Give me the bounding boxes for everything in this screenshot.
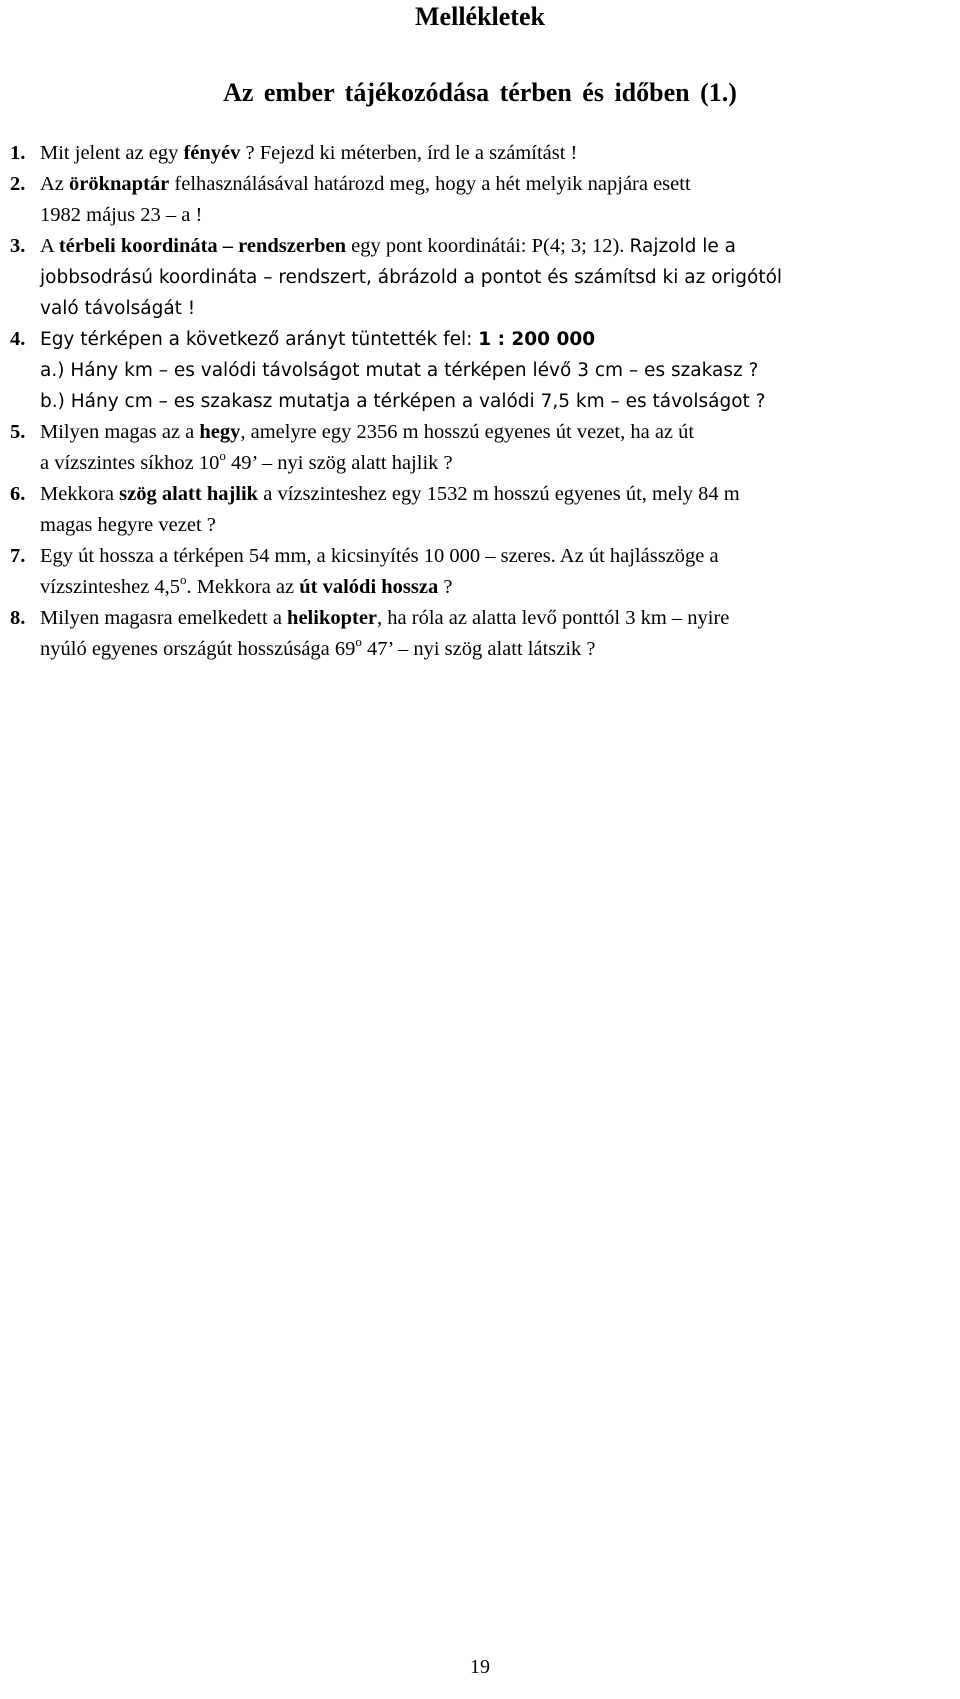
page-heading: Mellékletek <box>415 2 545 31</box>
text-run: vízszinteshez 4,5 <box>40 576 181 598</box>
text-run: Mit jelent az egy <box>40 142 184 164</box>
text-run: a vízszintes síkhoz 10 <box>40 452 220 474</box>
text-run: ? Fejezd ki méterben, írd le a számítást ! <box>240 142 578 164</box>
degree-mark: o <box>180 572 187 587</box>
degree-mark: o <box>219 448 226 463</box>
task-text <box>40 169 955 231</box>
task-7 <box>10 541 955 603</box>
task-number: 3. <box>10 235 26 257</box>
subtask-a: a.) Hány km – es valódi távolságot mutat a térképen lévő 3 cm – es szakasz ? <box>40 360 759 381</box>
task-4 <box>10 324 955 417</box>
subtask-b: b.) Hány cm – es szakasz mutatja a térképen a valódi 7,5 km – es távolságot ? <box>40 391 766 412</box>
task-line <box>40 169 955 200</box>
task-line <box>40 479 955 510</box>
text-run: A <box>40 235 59 257</box>
task-number: 2. <box>10 173 26 195</box>
task-line <box>40 417 955 448</box>
text-run: Az <box>40 173 70 195</box>
task-text <box>40 479 955 541</box>
emphasis-term: hegy <box>199 421 241 443</box>
task-text <box>40 603 955 665</box>
task-2 <box>10 169 955 231</box>
degree-mark: o <box>355 634 362 649</box>
task-line <box>40 448 955 479</box>
text-run: ? <box>438 576 453 598</box>
task-number: 6. <box>10 483 26 505</box>
task-text <box>40 324 955 417</box>
text-run: felhasználásával határozd meg, hogy a hét melyik napjára esett <box>169 173 691 195</box>
text-run: , amelyre egy 2356 m hosszú egyenes út vezet, ha az út <box>240 421 695 443</box>
task-5 <box>10 417 955 479</box>
task-text <box>40 417 955 479</box>
task-line: 1982 május 23 – a ! <box>40 204 203 226</box>
task-number: 7. <box>10 545 26 567</box>
text-run: Rajzold le a <box>629 236 736 257</box>
task-text <box>40 541 955 603</box>
text-run: Milyen magasra emelkedett a <box>40 607 288 629</box>
task-text <box>40 231 955 324</box>
task-3 <box>10 231 955 324</box>
task-line <box>40 231 955 262</box>
page-number: 19 <box>470 1656 490 1678</box>
emphasis-term: fényév <box>183 142 241 164</box>
task-number: 1. <box>10 142 26 164</box>
text-run: a vízszinteshez egy 1532 m hosszú egyenes út, mely 84 m <box>258 483 740 505</box>
task-6 <box>10 479 955 541</box>
emphasis-term: térbeli koordináta – rendszerben <box>58 235 346 257</box>
text-run: Milyen magas az a <box>40 421 200 443</box>
section-title: Az ember tájékozódása térben és időben (1.) <box>223 78 737 107</box>
task-line <box>40 634 955 665</box>
task-8 <box>10 603 955 665</box>
task-1 <box>10 138 955 169</box>
text-run: Mekkora <box>40 483 120 505</box>
emphasis-term: szög alatt hajlik <box>119 483 259 505</box>
emphasis-term: 1 : 200 000 <box>478 329 596 350</box>
task-number: 5. <box>10 421 26 443</box>
text-run: nyúló egyenes országút hosszúsága 69 <box>40 638 356 660</box>
task-line: való távolságát ! <box>40 298 196 319</box>
task-list <box>10 138 955 665</box>
task-line <box>40 572 955 603</box>
text-run: 47’ – nyi szög alatt látszik ? <box>361 638 596 660</box>
task-number: 4. <box>10 328 26 350</box>
emphasis-term: út valódi hossza <box>299 576 439 598</box>
emphasis-term: helikopter <box>287 607 378 629</box>
task-line: magas hegyre vezet ? <box>40 514 216 536</box>
text-run: Egy térképen a következő arányt tüntették fel: <box>40 329 479 350</box>
text-run: egy pont koordinátái: P(4; 3; 12). <box>345 235 630 257</box>
task-text <box>40 138 955 169</box>
emphasis-term: öröknaptár <box>69 173 170 195</box>
task-number: 8. <box>10 607 26 629</box>
text-run: 49’ – nyi szög alatt hajlik ? <box>225 452 453 474</box>
task-line: jobbsodrású koordináta – rendszert, ábrázold a pontot és számítsd ki az origótól <box>40 267 783 288</box>
text-run: , ha róla az alatta levő ponttól 3 km – nyire <box>377 607 730 629</box>
task-line <box>40 324 955 355</box>
task-line <box>40 138 955 169</box>
text-run: . Mekkora az <box>186 576 300 598</box>
task-line: Egy út hossza a térképen 54 mm, a kicsinyítés 10 000 – szeres. Az út hajlásszöge a <box>40 545 719 567</box>
task-line <box>40 603 955 634</box>
